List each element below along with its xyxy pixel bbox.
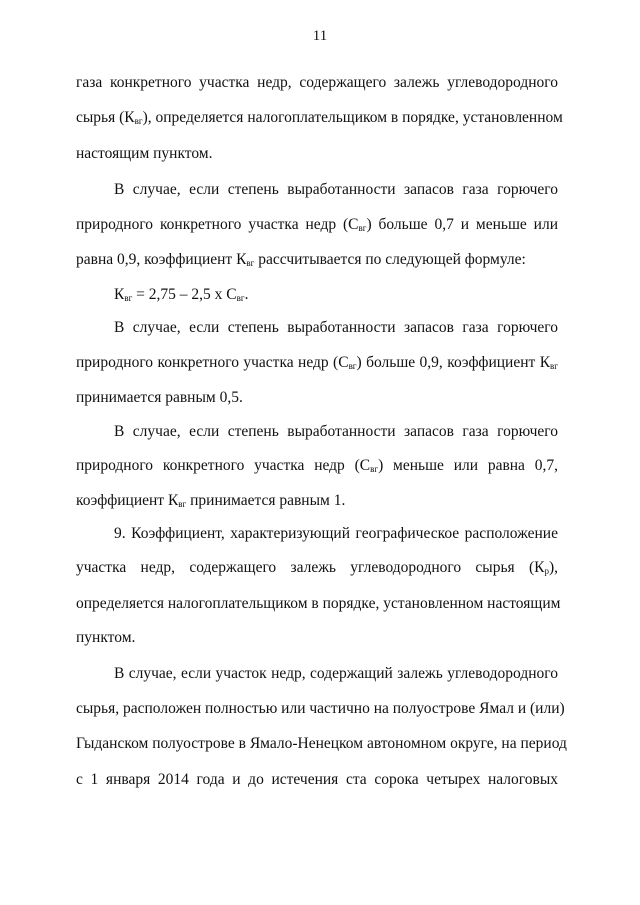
- text-line: В случае, если степень выработанности запасов газа горючего: [114, 319, 558, 336]
- text-line: сырья $(К_{вг})$, определяется налогоплательщиком в порядке, установленном: [76, 109, 563, 126]
- text-line: сырья, расположен полностью или частично на полуострове Ямал и (или): [76, 700, 565, 717]
- text-line: В случае, если участок недр, содержащий залежь углеводородного: [114, 665, 558, 682]
- text-line: природного конкретного участка недр $(С_{вг})$ больше 0,9, коэффициент $К_{вг}$: [76, 354, 558, 371]
- text-line: настоящим пунктом.: [76, 145, 213, 162]
- text-line: пунктом.: [76, 629, 136, 646]
- text-line: природного конкретного участка недр $(С_{вг})$ больше 0,7 и меньше или: [76, 216, 558, 233]
- text-line: равна 0,9, коэффициент $К_{вг}$ рассчитывается по следующей формуле:: [76, 251, 526, 268]
- text-line: В случае, если степень выработанности запасов газа горючего: [114, 181, 558, 198]
- text-line: газа конкретного участка недр, содержащего залежь углеводородного: [76, 74, 558, 91]
- text-line: В случае, если степень выработанности запасов газа горючего: [114, 423, 558, 440]
- text-line: участка недр, содержащего залежь углеводородного сырья $(К_р)$,: [76, 559, 558, 576]
- text-line: 9. Коэффициент, характеризующий географическое расположение: [114, 525, 558, 542]
- text-line: природного конкретного участка недр $(С_{вг})$ меньше или равна 0,7,: [76, 457, 558, 474]
- text-line: Гыданском полуострове в Ямало-Ненецком автономном округе, на период: [76, 735, 567, 752]
- text-line: коэффициент $К_{вг}$ принимается равным 1.: [76, 492, 346, 509]
- page-number: 11: [312, 28, 328, 44]
- formula: $К_{вг} = 2,75 - 2,5$ х $С_{вг}$.: [114, 286, 249, 303]
- text-line: определяется налогоплательщиком в порядке, установленном настоящим: [76, 595, 561, 612]
- text-line: с 1 января 2014 года и до истечения ста сорока четырех налоговых: [76, 771, 558, 788]
- text-line: принимается равным 0,5.: [76, 389, 243, 406]
